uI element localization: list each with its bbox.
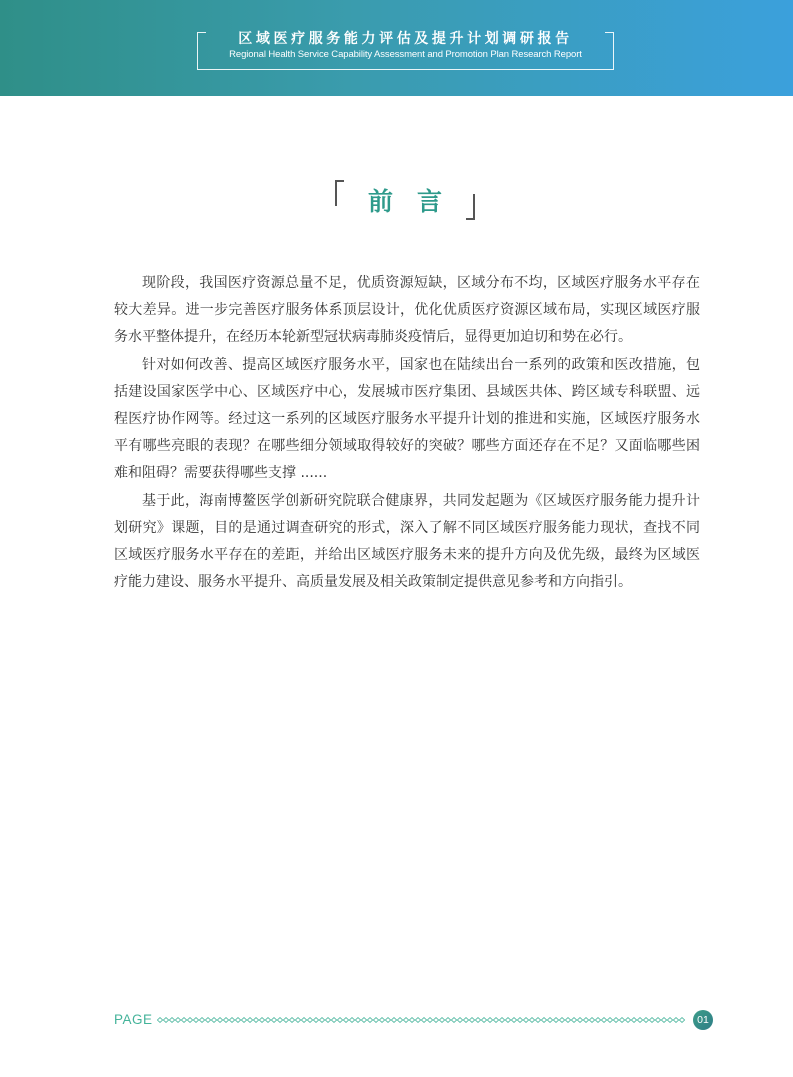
paragraph: 针对如何改善、提高区域医疗服务水平，国家也在陆续出台一系列的政策和医改措施，包括建设国家医学中心、区域医疗中心，发展城市医疗集团、县域医共体、跨区域专科联盟、远程医疗协作网等。经过这一系列的区域医疗服务水平提升计划的推进和实施，区域医疗服务水平有哪些亮眼的表现？在哪些细分领域取得较好的突破？哪些方面还存在不足？又面临哪些困难和阻碍？需要获得哪些支撑 ...... [114, 356, 700, 482]
paragraph: 现阶段，我国医疗资源总量不足，优质资源短缺，区域分布不均，区域医疗服务水平存在较大差异。进一步完善医疗服务体系顶层设计，优化优质医疗资源区域布局，实现区域医疗服务水平整体提升，在经历本轮新型冠状病毒肺炎疫情后，显得更加迫切和势在必行。 [114, 275, 700, 346]
section-heading [335, 180, 475, 220]
page-title: 前言 [367, 187, 466, 216]
header-frame [197, 32, 614, 70]
footer-diamond-line [157, 1014, 689, 1026]
preface-body [114, 270, 700, 596]
footer-page-label: PAGE [114, 1012, 153, 1027]
header-banner [0, 0, 793, 96]
page-number-badge: 01 [693, 1010, 713, 1030]
report-subtitle: Regional Health Service Capability Assessment and Promotion Plan Research Report [229, 49, 582, 60]
bracket-right-icon [466, 194, 475, 220]
paragraph: 基于此，海南博鳌医学创新研究院联合健康界，共同发起题为《区域医疗服务能力提升计划研究》课题，目的是通过调查研究的形式，深入了解不同区域医疗服务能力现状，查找不同区域医疗服务水平存在的差距，并给出区域医疗服务未来的提升方向及优先级，最终为区域医疗能力建设、服务水平提升、高质量发展及相关政策制定提供意见参考和方向指引。 [114, 492, 700, 591]
report-title: 区域医疗服务能力评估及提升计划调研报告 [238, 31, 573, 47]
